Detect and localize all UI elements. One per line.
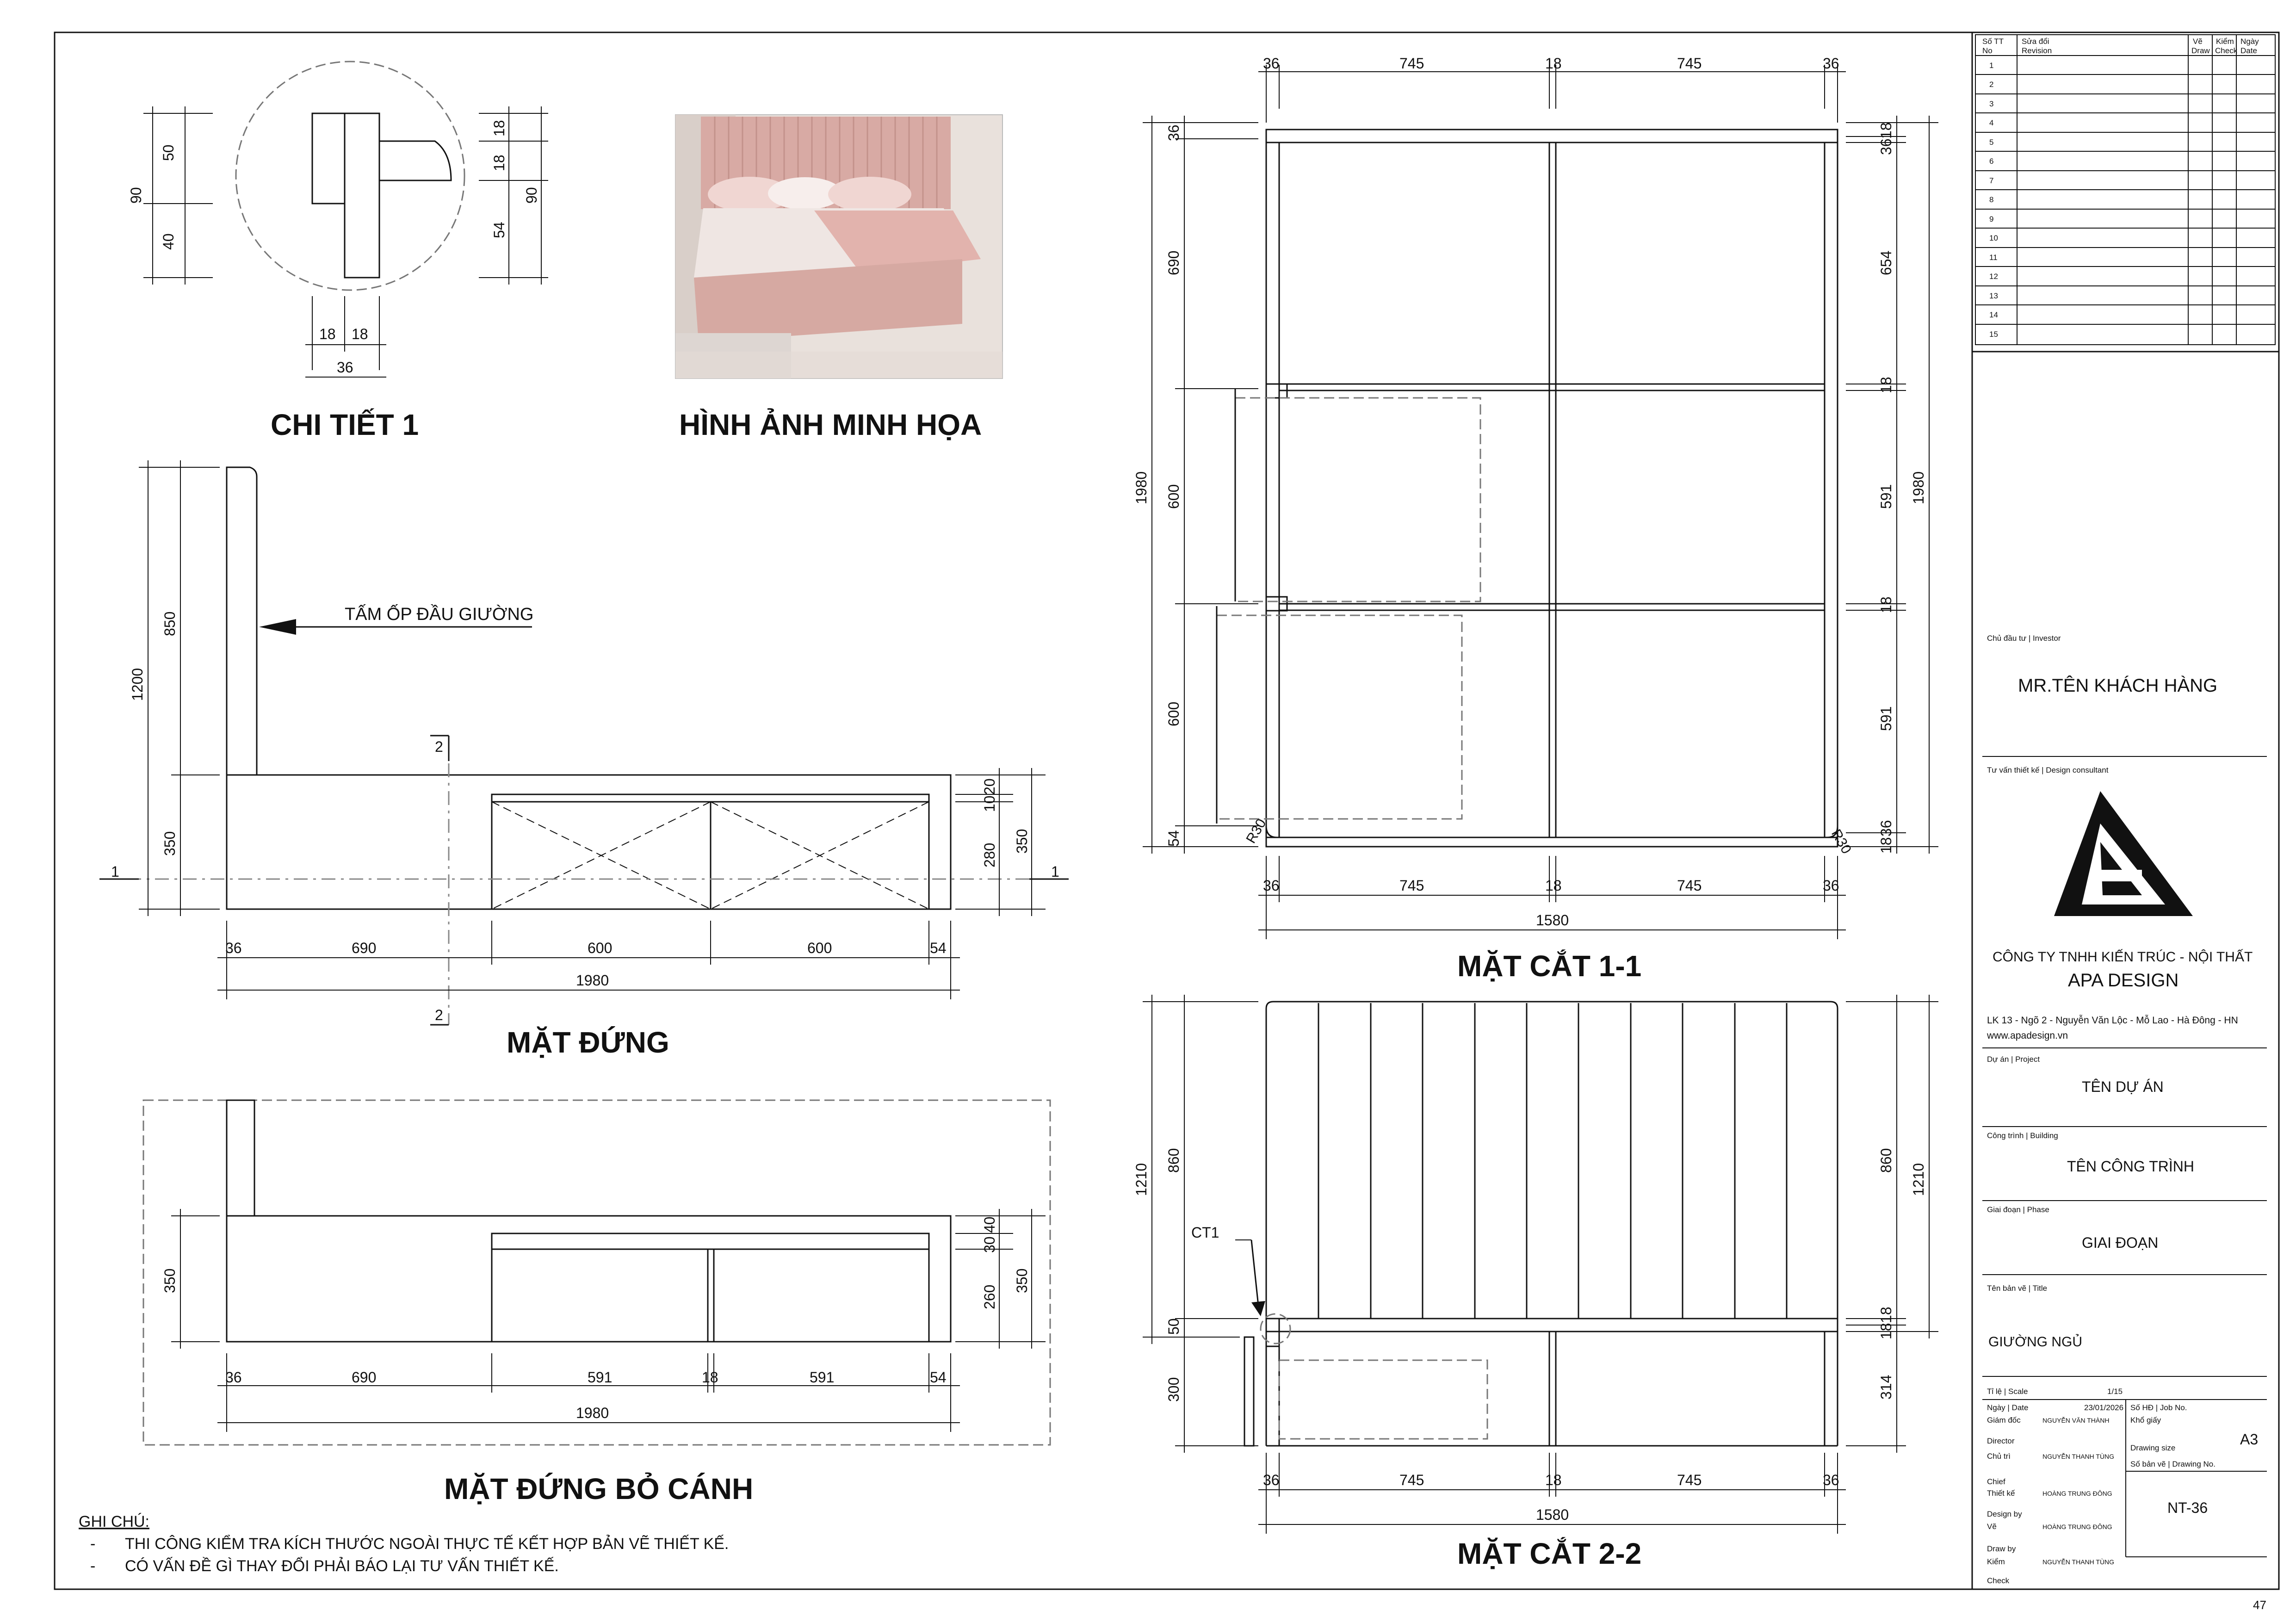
elev-dim-1200: 1200 xyxy=(129,668,146,701)
checker-en: Check xyxy=(1987,1576,2010,1585)
investor-name: MR.TÊN KHÁCH HÀNG xyxy=(2018,675,2218,696)
project-label: Dự án | Project xyxy=(1987,1055,2040,1064)
rev-header-revision-en: Revision xyxy=(2022,46,2052,55)
elevation-title: MẶT ĐỨNG xyxy=(507,1026,669,1059)
sec11-right-18d: 18 xyxy=(1878,837,1894,854)
detail-dim-18d: 18 xyxy=(352,326,368,342)
sec11-left-600b: 600 xyxy=(1165,701,1182,726)
apa-logo xyxy=(2054,791,2193,916)
designer-en: Design by xyxy=(1987,1510,2022,1518)
elev-dim-350-left: 350 xyxy=(161,831,178,856)
scale-value: 1/15 xyxy=(2107,1387,2123,1396)
drawing-number: NT-36 xyxy=(2167,1499,2208,1516)
detail-dim-90-right: 90 xyxy=(523,187,540,204)
sec11-r30-right: R30 xyxy=(1828,827,1855,857)
checker-name: NGUYỄN THANH TÙNG xyxy=(2042,1558,2115,1566)
rev-header-revision: Sửa đổi xyxy=(2022,37,2049,46)
nodoor-dim-1980: 1980 xyxy=(576,1405,609,1421)
nodoor-dim-690: 690 xyxy=(352,1369,377,1386)
revision-table xyxy=(1975,35,2275,345)
rev-row-13: 13 xyxy=(1989,291,1998,300)
sec22-left-860: 860 xyxy=(1165,1148,1182,1173)
checker-label: Kiểm xyxy=(1987,1557,2005,1566)
section-2-2 xyxy=(1133,995,1938,1570)
chief-name: NGUYỄN THANH TÙNG xyxy=(2042,1453,2115,1460)
paper-size: A3 xyxy=(2240,1431,2259,1448)
sec11-bot-36b: 36 xyxy=(1823,877,1839,894)
sec11-right-36: 36 xyxy=(1878,138,1894,155)
elev-dim-10: 10 xyxy=(981,795,998,812)
elev-dim-350-right: 350 xyxy=(1014,829,1030,854)
elevation-no-doors xyxy=(143,1100,1050,1505)
nodoor-dim-350-left: 350 xyxy=(161,1268,178,1293)
title-block xyxy=(1972,352,2279,1585)
nodoor-dim-350-right: 350 xyxy=(1014,1268,1030,1293)
detail-1 xyxy=(128,62,548,441)
date-label: Ngày | Date xyxy=(1987,1403,2029,1412)
elev-dim-20: 20 xyxy=(981,778,998,795)
company-line-2: APA DESIGN xyxy=(2068,970,2179,991)
rev-row-8: 8 xyxy=(1989,195,1994,204)
sec22-bot-745b: 745 xyxy=(1677,1472,1702,1488)
elev-dim-850: 850 xyxy=(161,611,178,636)
sec22-left-1210: 1210 xyxy=(1133,1163,1150,1196)
rev-row-2: 2 xyxy=(1989,80,1994,89)
sec11-right-591a: 591 xyxy=(1878,484,1894,509)
rev-row-10: 10 xyxy=(1989,234,1998,242)
sec22-right-314: 314 xyxy=(1878,1375,1894,1400)
nodoor-dim-54: 54 xyxy=(930,1369,947,1386)
elev-dim-1980: 1980 xyxy=(576,972,609,989)
drawer-name: HOÀNG TRUNG ĐÔNG xyxy=(2042,1523,2112,1530)
sec11-bot-36a: 36 xyxy=(1263,877,1280,894)
company-line-1: CÔNG TY TNHH KIẾN TRÚC - NỘI THẤT xyxy=(1993,949,2253,965)
detail-dim-36: 36 xyxy=(337,359,353,376)
rev-header-date: Ngày xyxy=(2240,37,2259,46)
rev-row-3: 3 xyxy=(1989,99,1994,108)
sec11-left-600a: 600 xyxy=(1165,484,1182,509)
elevation-nodoor-title: MẶT ĐỨNG BỎ CÁNH xyxy=(444,1472,754,1505)
rev-header-draw-en: Draw xyxy=(2191,46,2210,55)
sec22-bot-36b: 36 xyxy=(1823,1472,1839,1488)
detail-title: CHI TIẾT 1 xyxy=(271,408,419,441)
investor-label: Chủ đầu tư | Investor xyxy=(1987,634,2061,643)
director-name: NGUYỄN VĂN THÀNH xyxy=(2042,1417,2110,1424)
sec11-left-1980: 1980 xyxy=(1133,471,1150,504)
elev-dim-600b: 600 xyxy=(807,940,832,956)
building-label: Công trình | Building xyxy=(1987,1131,2058,1140)
rev-header-check-en: Check xyxy=(2215,46,2238,55)
phase-label: Giai đoạn | Phase xyxy=(1987,1205,2049,1214)
nodoor-dim-30: 30 xyxy=(981,1236,998,1253)
rev-header-check: Kiểm xyxy=(2216,37,2234,46)
sec11-bot-745b: 745 xyxy=(1677,877,1702,894)
cut-marker-2-top: 2 xyxy=(435,738,443,755)
sec22-left-50: 50 xyxy=(1165,1318,1182,1335)
nodoor-dim-36: 36 xyxy=(225,1369,242,1386)
sec11-bot-745a: 745 xyxy=(1399,877,1424,894)
sec11-top-36a: 36 xyxy=(1263,55,1280,72)
notes-item-2: CÓ VẤN ĐỀ GÌ THAY ĐỔI PHẢI BÁO LẠI TƯ VẤN THIẾT KẾ. xyxy=(125,1557,559,1575)
cut-marker-2-bottom: 2 xyxy=(435,1007,443,1023)
designer-name: HOÀNG TRUNG ĐÔNG xyxy=(2042,1490,2112,1497)
nodoor-dim-18: 18 xyxy=(702,1369,718,1386)
elev-dim-600a: 600 xyxy=(588,940,613,956)
ct1-callout: CT1 xyxy=(1191,1224,1219,1241)
sec11-r30-left: R30 xyxy=(1243,816,1269,846)
rev-row-9: 9 xyxy=(1989,215,1994,223)
detail-dim-18b: 18 xyxy=(491,155,507,171)
sec22-right-18b: 18 xyxy=(1878,1323,1894,1339)
sec11-right-18b: 18 xyxy=(1878,377,1894,393)
elev-dim-690: 690 xyxy=(352,940,377,956)
sec11-right-654: 654 xyxy=(1878,250,1894,275)
sec11-left-690: 690 xyxy=(1165,250,1182,275)
nodoor-dim-40: 40 xyxy=(981,1216,998,1233)
rev-header-date-en: Date xyxy=(2240,46,2257,55)
rev-header-no-en: No xyxy=(1982,46,1993,55)
rev-row-5: 5 xyxy=(1989,138,1994,147)
rev-row-14: 14 xyxy=(1989,310,1998,319)
notes-bullet-1: - xyxy=(90,1535,96,1553)
section-1-1 xyxy=(1133,55,1938,983)
director-label: Giám đốc xyxy=(1987,1416,2021,1425)
sec22-bot-18: 18 xyxy=(1545,1472,1562,1488)
drawer-label: Vẽ xyxy=(1987,1522,1997,1531)
sec22-left-300: 300 xyxy=(1165,1377,1182,1402)
notes-bullet-2: - xyxy=(90,1557,96,1575)
sec11-top-18: 18 xyxy=(1545,55,1562,72)
notes xyxy=(79,1513,729,1575)
sec11-top-745b: 745 xyxy=(1677,55,1702,72)
sec22-bot-745a: 745 xyxy=(1399,1472,1424,1488)
paper-label: Khổ giấy xyxy=(2130,1416,2161,1425)
nodoor-dim-591b: 591 xyxy=(810,1369,835,1386)
title-label: Tên bản vẽ | Title xyxy=(1987,1284,2048,1293)
date-value: 23/01/2026 xyxy=(2084,1403,2124,1412)
company-address: LK 13 - Ngõ 2 - Nguyễn Văn Lộc - Mỗ Lao - Hà Đông - HN xyxy=(1987,1015,2238,1026)
sec11-right-18c: 18 xyxy=(1878,596,1894,613)
section22-title: MẶT CẮT 2-2 xyxy=(1457,1537,1642,1570)
rev-row-12: 12 xyxy=(1989,272,1998,281)
cut-marker-1-left: 1 xyxy=(111,863,119,880)
job-label: Số HĐ | Job No. xyxy=(2130,1403,2187,1412)
notes-item-1: THI CÔNG KIỂM TRA KÍCH THƯỚC NGOÀI THỰC TẾ KẾT HỢP BẢN VẼ THIẾT KẾ. xyxy=(125,1535,729,1553)
sec11-right-36b: 36 xyxy=(1878,820,1894,836)
elev-dim-54: 54 xyxy=(930,940,947,956)
rev-row-4: 4 xyxy=(1989,118,1994,127)
detail-dim-18a: 18 xyxy=(491,120,507,136)
sec11-right-18a: 18 xyxy=(1878,122,1894,139)
phase-name: GIAI ĐOẠN xyxy=(2082,1234,2159,1251)
sec11-right-591b: 591 xyxy=(1878,706,1894,731)
sec22-bot-1580: 1580 xyxy=(1536,1506,1569,1523)
rev-row-11: 11 xyxy=(1989,253,1998,262)
front-elevation xyxy=(99,460,1069,1059)
project-name: TÊN DỰ ÁN xyxy=(2082,1078,2164,1095)
sec11-left-36: 36 xyxy=(1165,124,1182,141)
sec11-top-745a: 745 xyxy=(1399,55,1424,72)
detail-dim-54: 54 xyxy=(491,222,507,238)
scale-label: Tỉ lệ | Scale xyxy=(1987,1387,2028,1396)
sec22-right-1210: 1210 xyxy=(1910,1163,1927,1196)
drawing-title: GIƯỜNG NGỦ xyxy=(1988,1334,2083,1350)
paper-en: Drawing size xyxy=(2130,1443,2176,1452)
sec22-right-18a: 18 xyxy=(1878,1307,1894,1323)
rev-header-draw: Vẽ xyxy=(2193,37,2203,46)
company-website: www.apadesign.vn xyxy=(1987,1030,2068,1041)
drawing-no-label: Số bản vẽ | Drawing No. xyxy=(2130,1460,2216,1468)
rev-row-1: 1 xyxy=(1989,61,1994,70)
illustration-title: HÌNH ẢNH MINH HỌA xyxy=(679,408,982,441)
rev-row-15: 15 xyxy=(1989,330,1998,339)
detail-dim-18c: 18 xyxy=(319,326,336,342)
building-name: TÊN CÔNG TRÌNH xyxy=(2067,1158,2194,1175)
drawer-en: Draw by xyxy=(1987,1544,2016,1553)
cut-marker-1-right: 1 xyxy=(1051,863,1059,880)
director-en: Director xyxy=(1987,1437,2015,1445)
detail-dim-40: 40 xyxy=(160,233,177,250)
rev-header-no: Số TT xyxy=(1982,37,2004,46)
nodoor-dim-591a: 591 xyxy=(588,1369,613,1386)
designer-label: Thiết kế xyxy=(1987,1489,2015,1498)
sec11-left-54: 54 xyxy=(1165,830,1182,847)
detail-dim-90-left: 90 xyxy=(128,187,144,204)
headboard-note: TẤM ỐP ĐẦU GIƯỜNG xyxy=(345,605,534,624)
rev-row-7: 7 xyxy=(1989,176,1994,185)
section11-title: MẶT CẮT 1-1 xyxy=(1457,949,1642,983)
page-number: 47 xyxy=(2253,1598,2266,1612)
sec11-bot-18: 18 xyxy=(1545,877,1562,894)
chief-label: Chủ trì xyxy=(1987,1452,2011,1461)
consultant-label: Tư vấn thiết kế | Design consultant xyxy=(1987,766,2109,774)
chief-en: Chief xyxy=(1987,1477,2005,1486)
elev-dim-36: 36 xyxy=(225,940,242,956)
rev-row-6: 6 xyxy=(1989,157,1994,166)
sec11-top-36b: 36 xyxy=(1823,55,1839,72)
bed-illustration xyxy=(675,115,1003,441)
sec22-right-860: 860 xyxy=(1878,1148,1894,1173)
nodoor-dim-260: 260 xyxy=(981,1284,998,1309)
sec22-bot-36a: 36 xyxy=(1263,1472,1280,1488)
sec11-right-1980: 1980 xyxy=(1910,471,1927,504)
sec11-bot-1580: 1580 xyxy=(1536,912,1569,929)
notes-heading: GHI CHÚ: xyxy=(79,1513,149,1530)
elev-dim-280: 280 xyxy=(981,842,998,867)
detail-dim-50: 50 xyxy=(160,144,177,161)
